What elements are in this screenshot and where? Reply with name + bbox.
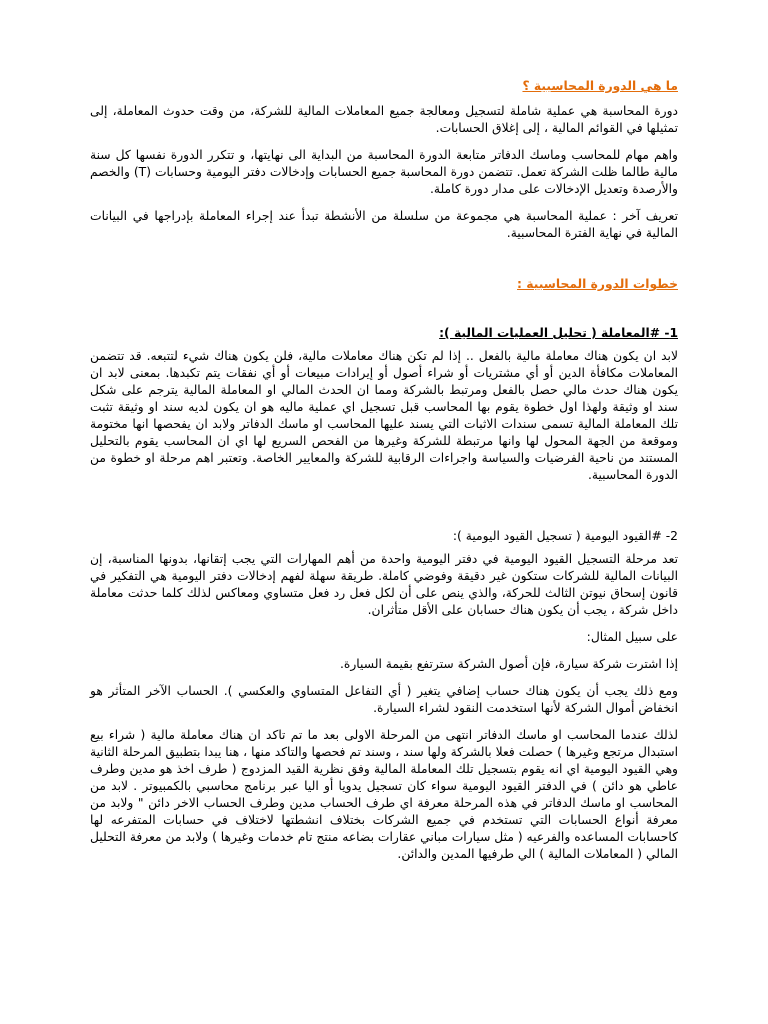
step-1-title: 1- #المعاملة ( تحليل العمليات المالية ): [439,326,678,340]
spacer [90,252,678,276]
paragraph: واهم مهام للمحاسب وماسك الدفاتر متابعة الدورة المحاسبة من البداية الى نهايتها، و تتكرر الدورة نفسها كل سنة مالية طالما ظلت الشركة تعمل. تتضمن دورة المحاسبة جميع الحسابات وإدخالات دفتر اليومية وحسابات (T) والخصم والأرصدة وتعديل الإدخالات على مدار دورة كاملة. [90,148,679,196]
paragraph: لابد ان يكون هناك معاملة مالية بالفعل .. إذا لم تكن هناك معاملات مالية، فلن يكون هناك شيء لتتبعه. قد تتضمن المعاملات مكافأة الدين أو أي مشتريات أو شراء أصول أو إيرادات مبيعات أو أي نفقات يتم تكبدها. بمعنى لابد ان يكون هناك حدث مالي حصل بالفعل ومرتبط بالشركة ومما ان الحدث المالي او المعاملة المالية يترجم على شكل سند او وثيقة ولهذا اول خطوة يقوم بها المحاسب قبل تسجيل اي عملية ماليه هو ان يكون لديه سند او وثيقة تثبت تلك المعاملة المالية تسمى سندات الاثبات التي يسند عليها المحاسب او ماسك الدفاتر ولابد ان يفحصها انها مختومة وموقعة من الجهة المحول لها وانها مرتبطة للشركة وغيرها من الفحص السريع لها اي ان المحاسب يقوم بالتحليل المستند من ناحية الفرضيات والسياسة واجراءات الرقابية للشركة والمعايير الخاصة. وتعتبر اهم مرحلة او خطوة من الدورة المحاسبية. [90,349,678,482]
section-title-cycle-steps: خطوات الدورة المحاسبية : [517,277,678,291]
spacer [90,494,678,528]
paragraph: تعريف آخر : عملية المحاسبة هي مجموعة من سلسلة من الأنشطة تبدأ عند إجراء المعاملة بإدراجها في البيانات المالية في نهاية الفترة المحاسبية. [90,209,678,240]
section-title-accounting-cycle: ما هي الدورة المحاسبية ؟ [522,79,678,93]
step-2-title: 2- #القيود اليومية ( تسجيل القيود اليومية ): [452,529,678,543]
paragraph: إذا اشترت شركة سيارة، فإن أصول الشركة سترتفع بقيمة السيارة. [339,657,678,671]
paragraph: لذلك عندما المحاسب او ماسك الدفاتر انتهى من المرحلة الاولى بعد ما تم تاكد ان هناك معاملة مالية ( شراء بيع استبدال مرتجع وغيرها ) حصلت فعلا بالشركة ولها سند ، وسند تم فحصها والتاكد منها ، هنا يبدا بتطبيق المرحلة الثانية وهي القيود اليومية اي انه يقوم بتسجيل تلك المعاملة المالية وفق نظرية القيد المزدوج ( طرف اخذ هو مدين وطرف عاطي هو دائن ) في الدفتر القيود اليومية سواء كان تسجيل يدويا أو اليا عبر برنامج محاسبي بالكمبيوتر . لابد من المحاسب او ماسك الدفاتر في هذه المرحلة معرفة اي طرف الحساب مدين وطرف الحساب الاخر دائن " ولابد من معرفة أنواع الحسابات التي تستخدم في جميع الشركات بختلاف انشطتها لاختلاف في حسابات المتفرعه لها كاحسابات المساعده والفرعيه ( مثل سيارات مباني عقارات بضاعه منتج تام خدمات وغيرها ) ولابد من معرفة التحليل المالي ( المعاملات المالية ) الي طرفيها المدين والدائن. [90,728,678,861]
spacer [90,301,678,325]
paragraph: تعد مرحلة التسجيل القيود اليومية في دفتر اليومية واحدة من أهم المهارات التي يجب إتقانها، بدونها المناسبة، إن البيانات المالية للشركات ستكون غير دقيقة وفوضي كاملة. طريقة سهلة لفهم إدخالات دفتر اليومية هي التفكير في قانون إسحاق نيوتن الثالث للحركة، والذي ينص على أن لكل فعل رد فعل متساوي ومعاكس لذلك كلما حدثت معاملة داخل شركة ، يجب أن يكون هناك حسابان على الأقل متأثران. [90,552,678,617]
paragraph: على سبيل المثال: [586,630,678,644]
document-page [90,78,678,873]
paragraph: ومع ذلك يجب أن يكون هناك حساب إضافي يتغير ( أي التفاعل المتساوي والعكسي ). الحساب الآخر المتأثر هو انخفاض أموال الشركة لأنها استخدمت النقود لشراء السيارة. [90,684,678,715]
paragraph: دورة المحاسبة هي عملية شاملة لتسجيل ومعالجة جميع المعاملات المالية للشركة، من وقت حدوث المعاملة، إلى تمثيلها في القوائم المالية ، إلى إغلاق الحسابات. [90,104,678,135]
